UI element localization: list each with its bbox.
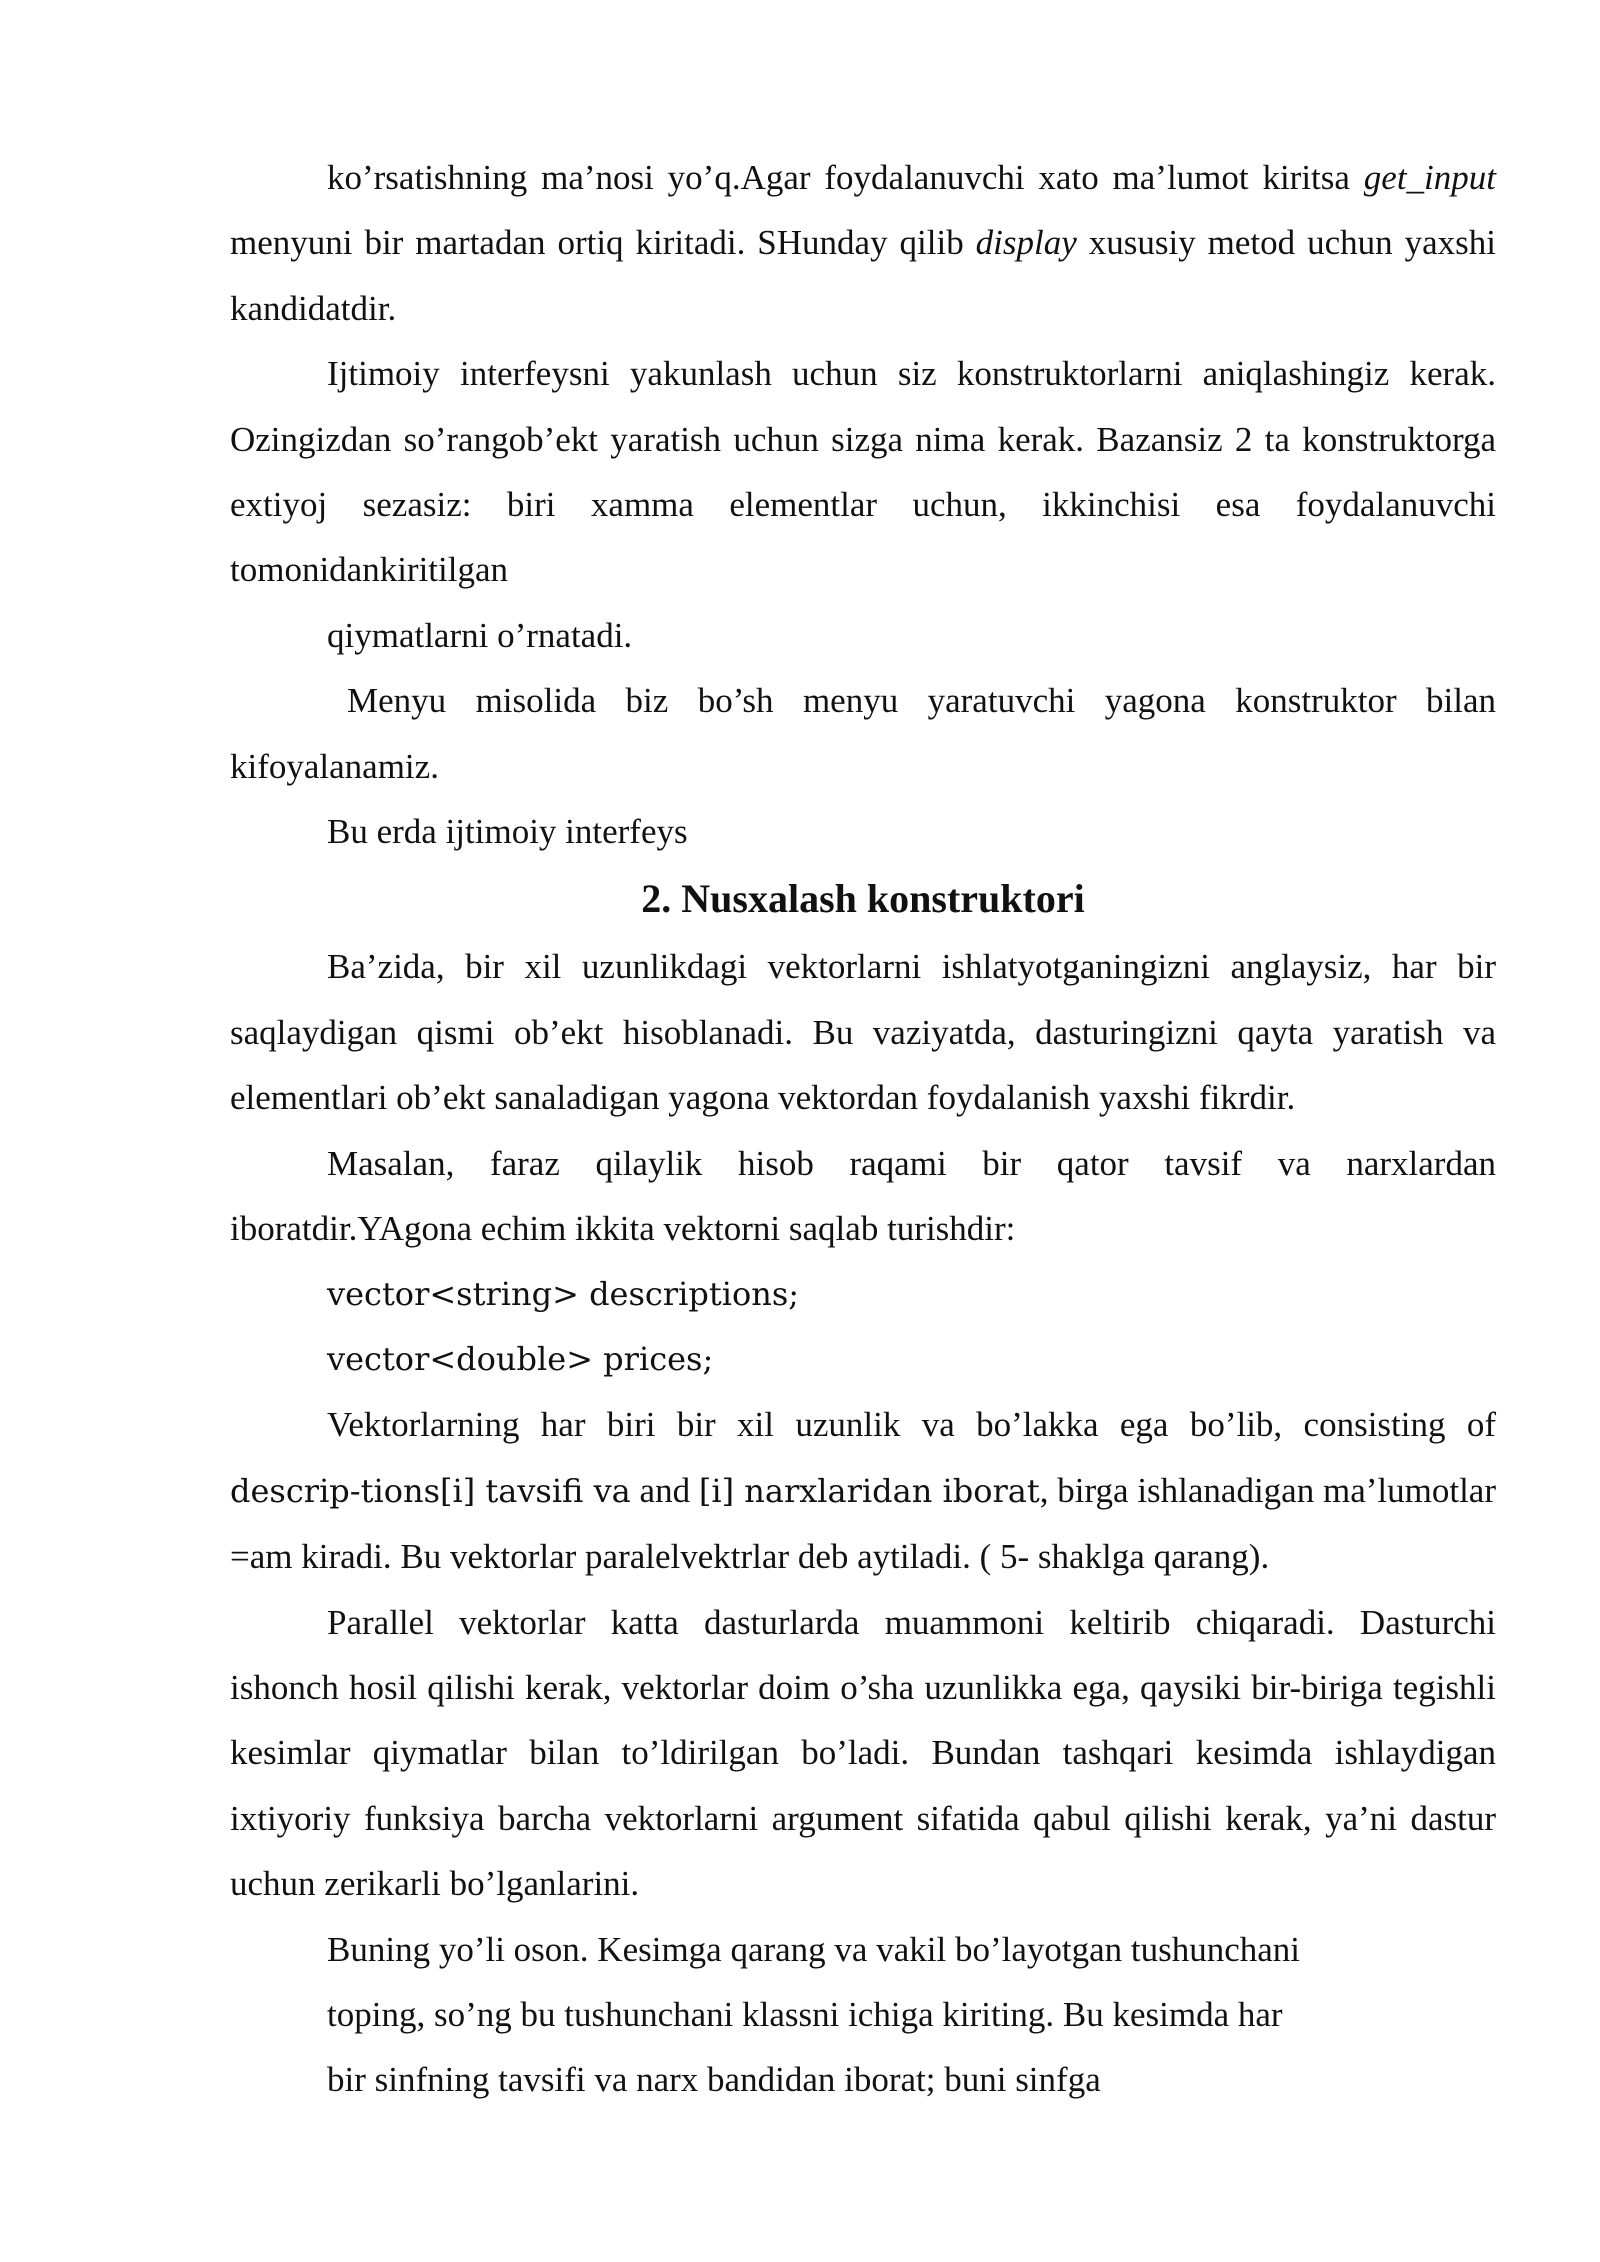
- paragraph-6: Ba’zida, bir xil uzunlikdagi vektorlarni ishlatyotganingizni anglaysiz, har bir saqlaydigan qismi ob’ekt hisoblanadi. Bu vaziyatda, dasturingizni qayta yaratish va elementlari ob’ekt sanaladigan yagona vektordan foydalanish yaxshi fikrdir.: [230, 947, 1496, 1118]
- paragraph-9: Parallel vektorlar katta dasturlarda muammoni keltirib chiqaradi. Dasturchi ishonch hosil qilishi kerak, vektorlar doim o’sha uzunlikka ega, qaysiki bir-biriga tegishli kesimlar qiymatlar bilan to’ldirilgan bo’ladi. Bundan tashqari kesimda ishlaydigan ixtiyoriy funksiya barcha vektorlarni argument sifatida qabul qilishi kerak, ya’ni dastur uchun zerikarli bo’lganlarini.: [230, 1602, 1496, 1904]
- paragraph-2: Ijtimoiy interfeysni yakunlash uchun siz konstruktorlarni aniqlashingiz kerak. Ozingizdan so’rangob’ekt yaratish uchun sizga nima kerak. Bazansiz 2 ta konstruktorga extiyoj sezasiz: biri xamma elementlar uchun, ikkinchisi esa foydalanuvchi tomonidankiritilgan: [230, 354, 1496, 590]
- paragraph-8: [230, 1392, 1496, 1589]
- italic-term-display: display: [975, 223, 1077, 263]
- text-run: menyuni bir martadan ortiq kiritadi. SHunday qilib: [230, 223, 976, 263]
- text-run-code-style: descrip-tions[i] tavsifi va: [230, 1471, 631, 1510]
- paragraph-3: qiymatlarni o’rnatadi.: [327, 615, 633, 655]
- paragraph-4: Menyu misolida biz bo’sh menyu yaratuvchi yagona konstruktor bilan kifoyalanamiz.: [230, 681, 1496, 786]
- paragraph-12: bir sinfning tavsifi va narx bandidan iborat; buni sinfga: [327, 2060, 1101, 2100]
- italic-term-get-input: get_input: [1363, 158, 1496, 197]
- paragraph-1: [230, 145, 1496, 341]
- text-run: xususiy metod uchun yaxshi kandidatdir.: [230, 223, 1496, 328]
- text-run: Vektorlarning har biri bir xil uzunlik va bo’lakka ega bo’lib, consisting of: [327, 1405, 1496, 1445]
- text-run: and: [630, 1470, 699, 1510]
- paragraph-11: toping, so’ng bu tushunchani klassni ichiga kiriting. Bu kesimda har: [327, 1994, 1283, 2034]
- document-page: [230, 145, 1496, 2113]
- section-heading: 2. Nusxalash konstruktori: [641, 876, 1085, 922]
- paragraph-5: Bu erda ijtimoiy interfeys: [327, 812, 688, 852]
- code-line-2: vector<double> prices;: [327, 1339, 714, 1378]
- code-line-1: vector<string> descriptions;: [327, 1274, 800, 1313]
- text-run: ko’rsatishning ma’nosi yo’q.Agar foydalanuvchi xato ma’lumot kiritsa: [327, 158, 1364, 197]
- text-run: , birga ishlanadigan ma’lumotlar =am kiradi. Bu vektorlar paralelvektrlar deb aytiladi. ( 5- shaklga qarang).: [230, 1470, 1496, 1577]
- paragraph-7: Masalan, faraz qilaylik hisob raqami bir qator tavsif va narxlardan iboratdir.YAgona echim ikkita vektorni saqlab turishdir:: [230, 1143, 1496, 1249]
- paragraph-10: Buning yo’li oson. Kesimga qarang va vakil bo’layotgan tushunchani: [327, 1929, 1301, 1969]
- text-run-code-style: [i] narxlaridan iborat: [698, 1471, 1040, 1510]
